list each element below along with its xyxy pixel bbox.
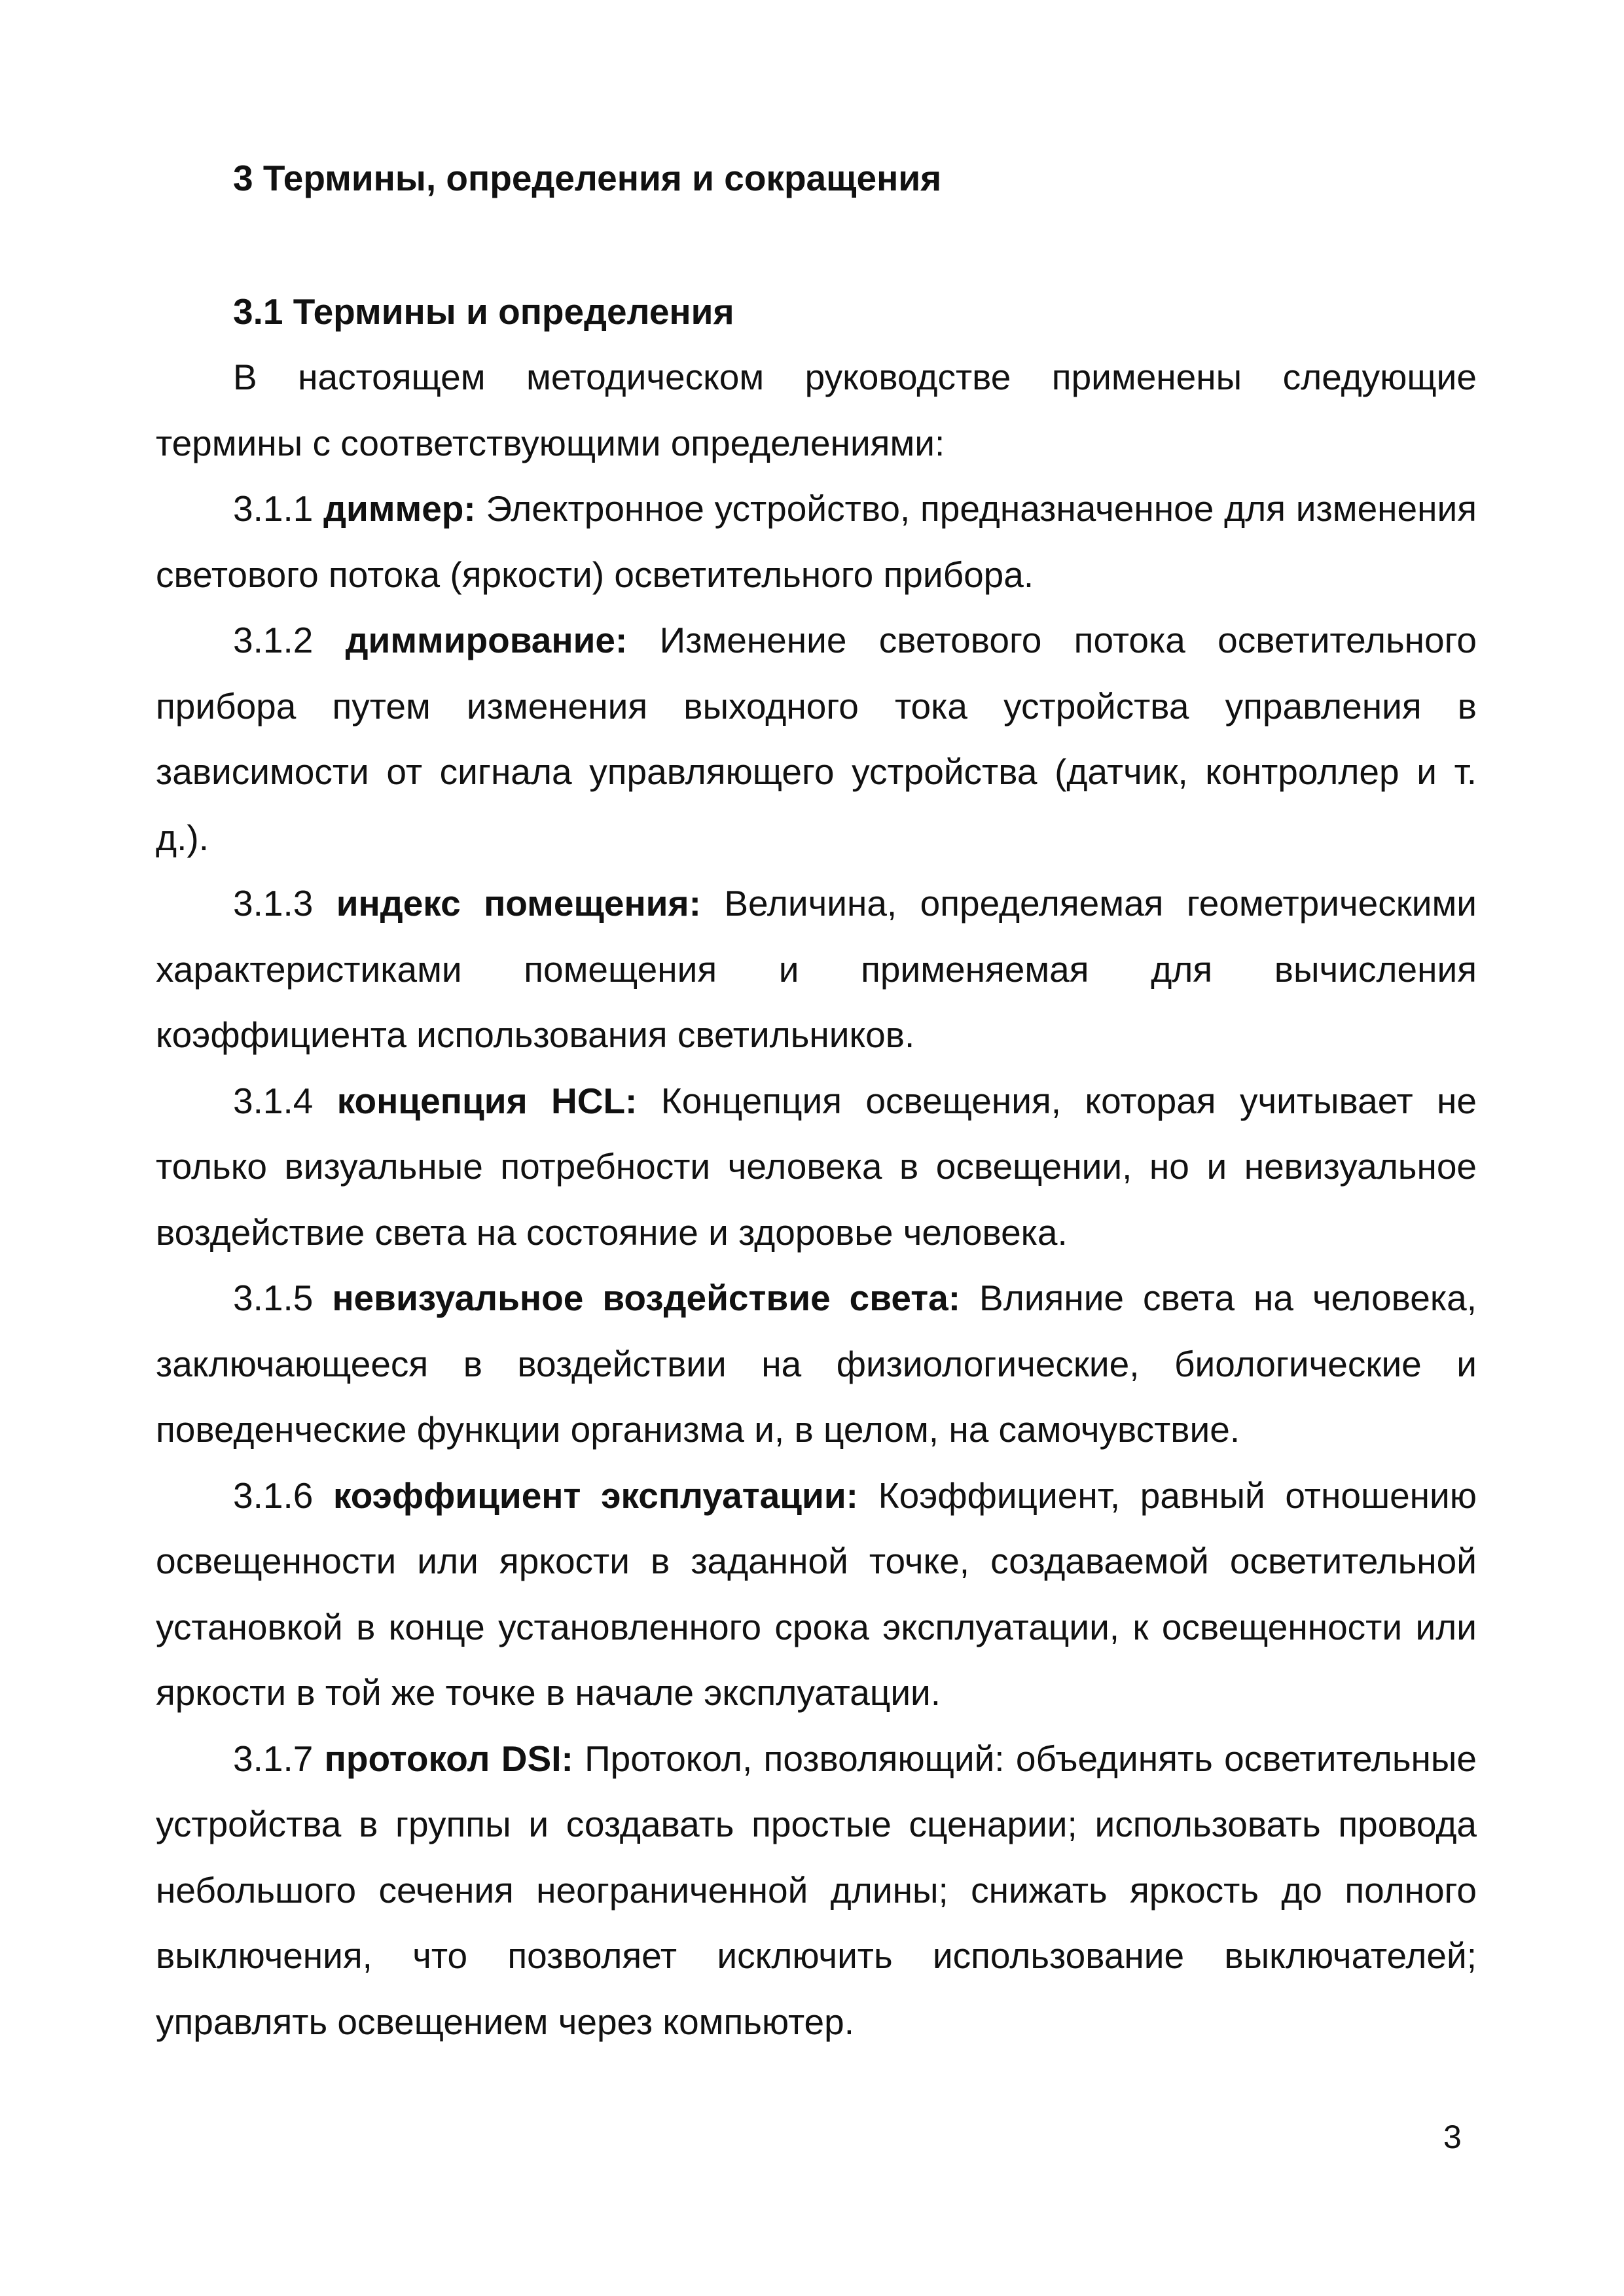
term-name: индекс помещения: xyxy=(336,883,701,924)
term-definition: Изменение светового потока осветительного прибора путем изменения выходного тока устройства управления в зависимости от сигнала управляющего устройства (датчик, контроллер и т. д.). xyxy=(156,620,1477,858)
term-number: 3.1.6 xyxy=(233,1475,314,1516)
page-number: 3 xyxy=(1443,2119,1462,2155)
term-entry-3-1-6 xyxy=(156,1463,1477,1726)
term-number: 3.1.3 xyxy=(233,883,314,924)
term-entry-3-1-2 xyxy=(156,607,1477,870)
term-name: невизуальное воздействие света: xyxy=(332,1278,961,1318)
term-entry-3-1-1 xyxy=(156,476,1477,607)
term-entry-3-1-5 xyxy=(156,1265,1477,1463)
term-number: 3.1.5 xyxy=(233,1278,314,1318)
term-entry-3-1-7 xyxy=(156,1726,1477,2055)
term-number: 3.1.7 xyxy=(233,1738,314,1779)
term-entry-3-1-3 xyxy=(156,870,1477,1068)
subsection-heading: 3.1 Термины и определения xyxy=(233,291,734,332)
term-name: диммирование: xyxy=(345,620,628,660)
terms-content xyxy=(156,344,1477,2054)
term-number: 3.1.1 xyxy=(233,488,314,529)
term-name: диммер: xyxy=(323,488,476,529)
term-entry-3-1-4 xyxy=(156,1068,1477,1266)
section-heading: 3 Термины, определения и сокращения xyxy=(233,158,942,198)
term-name: протокол DSI: xyxy=(324,1738,573,1779)
term-definition: Протокол, позволяющий: объединять осветительные устройства в группы и создавать простые сценарии; использовать провода небольшого сечения неограниченной длины; снижать яркость до полного выключения, что позволяет исключить использование выключателей; управлять освещением через компьютер. xyxy=(156,1738,1477,2042)
term-definition: Электронное устройство, предназначенное для изменения светового потока (яркости) осветительного прибора. xyxy=(156,488,1477,595)
document-page xyxy=(156,0,1477,2296)
term-name: коэффициент эксплуатации: xyxy=(333,1475,858,1516)
term-number: 3.1.4 xyxy=(233,1080,314,1121)
term-definition: Концепция освещения, которая учитывает не только визуальные потребности человека в освещении, но и невизуальное воздействие света на состояние и здоровье человека. xyxy=(156,1080,1477,1253)
term-definition: Влияние света на человека, заключающееся в воздействии на физиологические, биологические и поведенческие функции организма и, в целом, на самочувствие. xyxy=(156,1278,1477,1450)
term-definition: Величина, определяемая геометрическими характеристиками помещения и применяемая для вычисления коэффициента использования светильников. xyxy=(156,883,1477,1055)
term-name: концепция HCL: xyxy=(336,1080,638,1121)
intro-paragraph: В настоящем методическом руководстве применены следующие термины с соответствующими определениями: xyxy=(156,357,1477,463)
term-definition: Коэффициент, равный отношению освещенности или яркости в заданной точке, создаваемой осветительной установкой в конце установленного срока эксплуатации, к освещенности или яркости в той же точке в начале эксплуатации. xyxy=(156,1475,1477,1713)
term-number: 3.1.2 xyxy=(233,620,314,660)
